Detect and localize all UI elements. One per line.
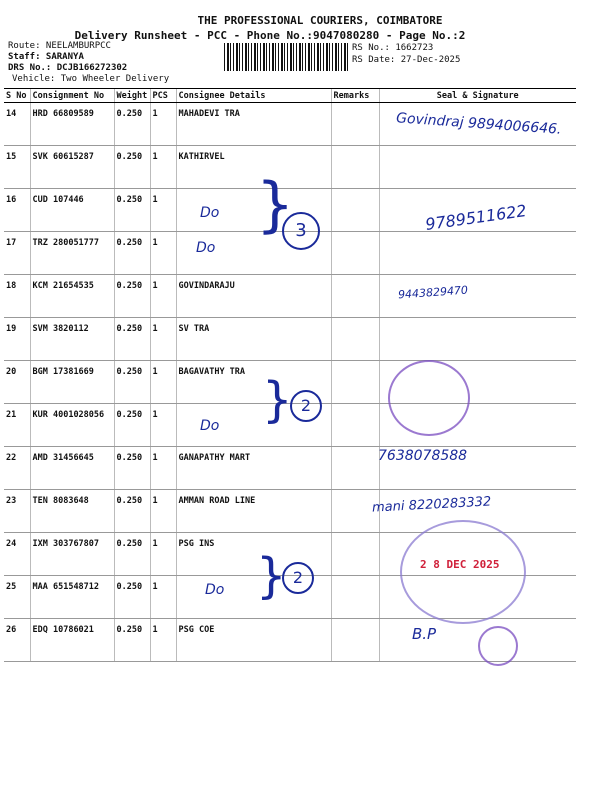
cell-remarks [331, 146, 379, 189]
cell-pcs: 1 [150, 533, 176, 576]
table-header-row [4, 89, 576, 103]
cell-consignment: KUR 4001028056 [30, 404, 114, 447]
cell-weight: 0.250 [114, 103, 150, 146]
cell-pcs: 1 [150, 103, 176, 146]
seal-stamp-20 [388, 360, 470, 436]
cell-remarks [331, 361, 379, 404]
cell-consignment: TEN 8083648 [30, 490, 114, 533]
cell-pcs: 1 [150, 619, 176, 662]
cell-pcs: 1 [150, 447, 176, 490]
circle-3: 3 [282, 212, 320, 250]
cell-pcs: 1 [150, 146, 176, 189]
cell-weight: 0.250 [114, 146, 150, 189]
cell-weight: 0.250 [114, 576, 150, 619]
cell-consignment: IXM 303767807 [30, 533, 114, 576]
cell-consignment: SVK 60615287 [30, 146, 114, 189]
stamp-date: 2 8 DEC 2025 [420, 558, 500, 571]
cell-weight: 0.250 [114, 447, 150, 490]
drs-label: DRS No.: DCJB166272302 [8, 63, 128, 73]
col-weight: Weight [114, 89, 150, 103]
cell-remarks [331, 189, 379, 232]
ditto-21: Do [200, 418, 220, 434]
cell-consignee: GANAPATHY MART [176, 447, 331, 490]
rs-date: RS Date: 27-Dec-2025 [352, 55, 461, 65]
rs-number: RS No.: 1662723 [352, 43, 434, 53]
cell-seal [379, 146, 576, 189]
col-sno: S No [4, 89, 30, 103]
ditto-25: Do [205, 582, 225, 598]
cell-sno: 14 [4, 103, 30, 146]
barcode [224, 43, 348, 71]
cell-consignment: SVM 3820112 [30, 318, 114, 361]
runsheet-title: Delivery Runsheet - PCC - Phone No.:9047080280 - Page No.:2 [74, 29, 466, 42]
cell-remarks [331, 103, 379, 146]
col-consignee: Consignee Details [176, 89, 331, 103]
cell-consignment: HRD 66809589 [30, 103, 114, 146]
cell-consignee: SV TRA [176, 318, 331, 361]
cell-weight: 0.250 [114, 189, 150, 232]
cell-pcs: 1 [150, 490, 176, 533]
cell-pcs: 1 [150, 189, 176, 232]
cell-remarks [331, 318, 379, 361]
cell-consignee: AMMAN ROAD LINE [176, 490, 331, 533]
phone-23: mani 8220283332 [371, 494, 492, 516]
brace-24-25: } [256, 548, 287, 604]
staff-label: Staff: SARANYA [8, 52, 84, 62]
cell-pcs: 1 [150, 404, 176, 447]
seal-stamp-24 [400, 520, 526, 624]
table-row [4, 447, 576, 490]
cell-sno: 15 [4, 146, 30, 189]
cell-pcs: 1 [150, 275, 176, 318]
cell-consignee: GOVINDARAJU [176, 275, 331, 318]
cell-sno: 18 [4, 275, 30, 318]
cell-weight: 0.250 [114, 318, 150, 361]
phone-18: 9443829470 [397, 283, 469, 302]
cell-sno: 24 [4, 533, 30, 576]
cell-remarks [331, 232, 379, 275]
cell-consignee: KATHIRVEL [176, 146, 331, 189]
cell-consignee: PSG COE [176, 619, 331, 662]
signature-26: B.P [412, 625, 437, 643]
cell-sno: 26 [4, 619, 30, 662]
cell-consignment: CUD 107446 [30, 189, 114, 232]
cell-consignee: PSG INS [176, 533, 331, 576]
cell-remarks [331, 576, 379, 619]
cell-consignment: EDQ 10786021 [30, 619, 114, 662]
cell-pcs: 1 [150, 576, 176, 619]
cell-seal [379, 619, 576, 662]
cell-sno: 16 [4, 189, 30, 232]
col-remarks: Remarks [331, 89, 379, 103]
cell-consignment: BGM 17381669 [30, 361, 114, 404]
cell-sno: 20 [4, 361, 30, 404]
cell-sno: 22 [4, 447, 30, 490]
cell-consignment: KCM 21654535 [30, 275, 114, 318]
cell-weight: 0.250 [114, 361, 150, 404]
table-row [4, 318, 576, 361]
seal-stamp-26 [478, 626, 518, 666]
brace-16-17: } [256, 170, 295, 240]
ditto-16: Do [200, 205, 220, 221]
cell-consignee: MAHADEVI TRA [176, 103, 331, 146]
cell-consignment: MAA 651548712 [30, 576, 114, 619]
col-consignment: Consignment No [30, 89, 114, 103]
cell-pcs: 1 [150, 361, 176, 404]
cell-pcs: 1 [150, 318, 176, 361]
cell-weight: 0.250 [114, 490, 150, 533]
brace-20-21: } [262, 372, 293, 428]
cell-remarks [331, 619, 379, 662]
col-seal: Seal & Signature [379, 89, 576, 103]
cell-remarks [331, 404, 379, 447]
circle-2a: 2 [290, 390, 322, 422]
cell-seal [379, 318, 576, 361]
cell-consignment: TRZ 280051777 [30, 232, 114, 275]
cell-weight: 0.250 [114, 404, 150, 447]
circle-2b: 2 [282, 562, 314, 594]
cell-consignee: BAGAVATHY TRA [176, 361, 331, 404]
phone-22: 7638078588 [378, 448, 468, 464]
cell-remarks [331, 533, 379, 576]
signature-14: Govindraj 9894006646. [395, 110, 562, 138]
cell-sno: 21 [4, 404, 30, 447]
cell-remarks [331, 447, 379, 490]
cell-weight: 0.250 [114, 232, 150, 275]
cell-weight: 0.250 [114, 275, 150, 318]
vehicle-label: Vehicle: Two Wheeler Delivery [12, 74, 170, 84]
col-pcs: PCS [150, 89, 176, 103]
cell-weight: 0.250 [114, 619, 150, 662]
table-row [4, 275, 576, 318]
phone-17: 9789511622 [424, 201, 528, 234]
cell-sno: 25 [4, 576, 30, 619]
cell-sno: 17 [4, 232, 30, 275]
cell-remarks [331, 275, 379, 318]
cell-consignment: AMD 31456645 [30, 447, 114, 490]
route-label: Route: NEELAMBURPCC [8, 41, 111, 51]
cell-weight: 0.250 [114, 533, 150, 576]
ditto-17: Do [196, 240, 216, 256]
cell-sno: 23 [4, 490, 30, 533]
cell-sno: 19 [4, 318, 30, 361]
cell-seal [379, 232, 576, 275]
company-title: THE PROFESSIONAL COURIERS, COIMBATORE [197, 14, 443, 27]
cell-pcs: 1 [150, 232, 176, 275]
